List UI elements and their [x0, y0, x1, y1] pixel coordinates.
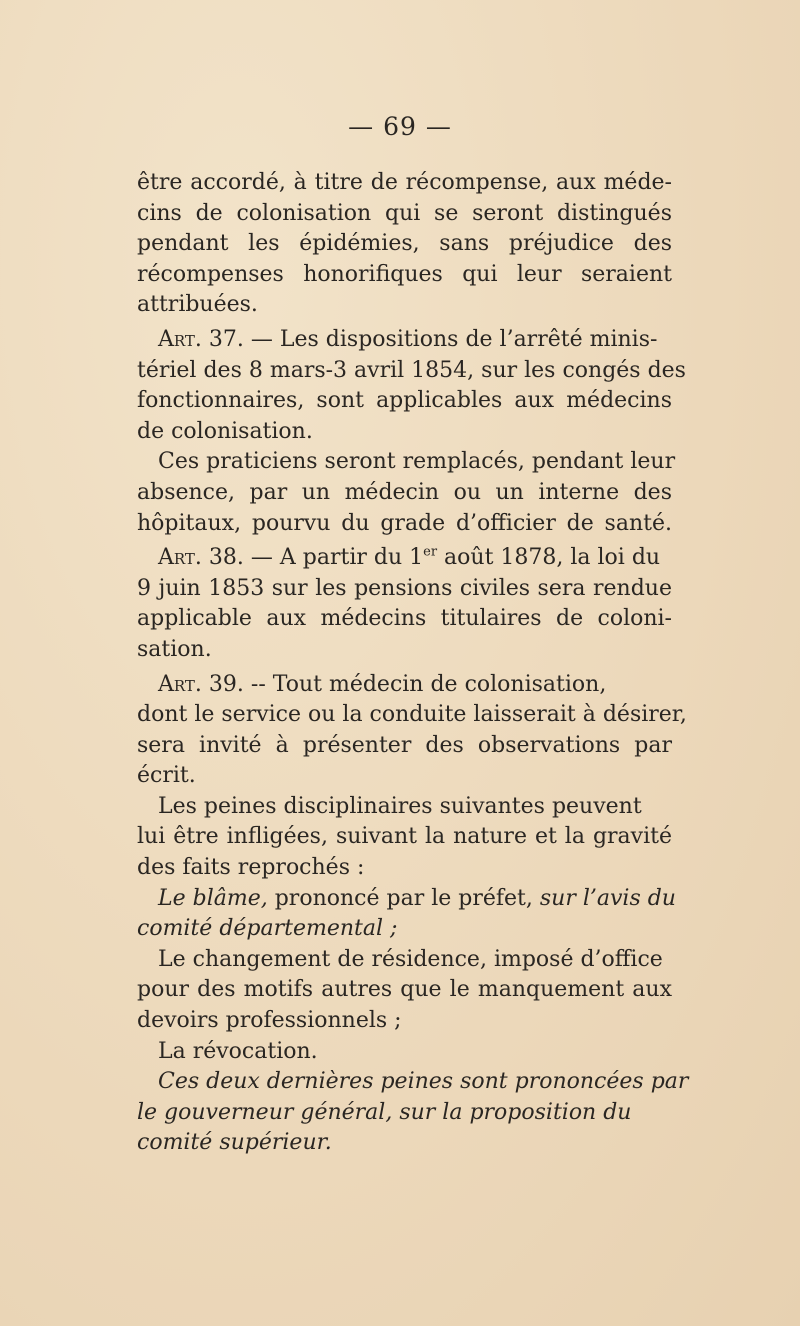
article-label: Art. [158, 326, 202, 352]
page-number: — 69 — [348, 112, 452, 141]
text-line: Le changement de résidence, imposé d’office [158, 946, 663, 972]
superscript: er [423, 544, 438, 560]
text-line: attribuées. [137, 292, 258, 318]
text-line: devoirs professionnels ; [137, 1008, 402, 1034]
text-line: être accordé, à titre de récompense, aux méde- [137, 170, 672, 195]
article-text: 38. — A partir du 1 [201, 545, 424, 571]
text-line: écrit. [137, 763, 196, 789]
text-line: Les peines disciplinaires suivantes peuvent [158, 793, 642, 819]
article-label: Art. [158, 671, 202, 697]
text-line: de colonisation. [137, 418, 313, 444]
text-line: le gouverneur général, sur la proposition du [137, 1099, 632, 1125]
article-text: 39. -- Tout médecin de colonisation, [201, 671, 607, 697]
text-line [137, 884, 676, 915]
text-line: absence, par un médecin ou un interne des [137, 479, 672, 505]
text-line: sera invité à présenter des observations par [137, 732, 672, 758]
text-line: des faits reprochés : [137, 855, 365, 881]
text-line: dont le service ou la conduite laisserait à désirer, [137, 702, 687, 728]
italic-text: sur l’avis du [539, 885, 676, 911]
page-body [137, 168, 689, 1159]
text-line: pour des motifs autres que le manquement aux [137, 977, 672, 1003]
article-text: 37. — Les dispositions de l’arrêté minis- [201, 326, 658, 352]
article-38-heading [137, 543, 672, 574]
text-line: récompenses honorifiques qui leur seraient [137, 261, 672, 287]
text-line: cins de colonisation qui se seront distingués [137, 200, 672, 226]
text-line: fonctionnaires, sont applicables aux médecins [137, 388, 672, 414]
text-line: lui être infligées, suivant la nature et la gravité [137, 824, 672, 850]
text-line: Ces praticiens seront remplacés, pendant leur [158, 449, 676, 475]
text-line: 9 juin 1853 sur les pensions civiles sera rendue [137, 575, 672, 601]
text-line: Ces deux dernières peines sont prononcées par [158, 1069, 689, 1095]
text-line: comité supérieur. [137, 1130, 332, 1156]
article-label: Art. [158, 545, 202, 571]
text-line: La révocation. [158, 1038, 318, 1064]
text-line: tériel des 8 mars-3 avril 1854, sur les congés des [137, 357, 686, 383]
article-37-heading [137, 325, 672, 356]
plain-text: prononcé par le préfet, [267, 885, 540, 911]
text-line: pendant les épidémies, sans préjudice des [137, 231, 672, 257]
article-39-heading [137, 670, 672, 701]
text-line: sation. [137, 636, 212, 662]
text-line: applicable aux médecins titulaires de coloni- [137, 606, 672, 632]
text-line: hôpitaux, pourvu du grade d’officier de santé. [137, 510, 672, 536]
text-line: comité départemental ; [137, 916, 398, 942]
italic-text: Le blâme, [158, 885, 268, 911]
article-text: août 1878, la loi du [437, 545, 661, 571]
